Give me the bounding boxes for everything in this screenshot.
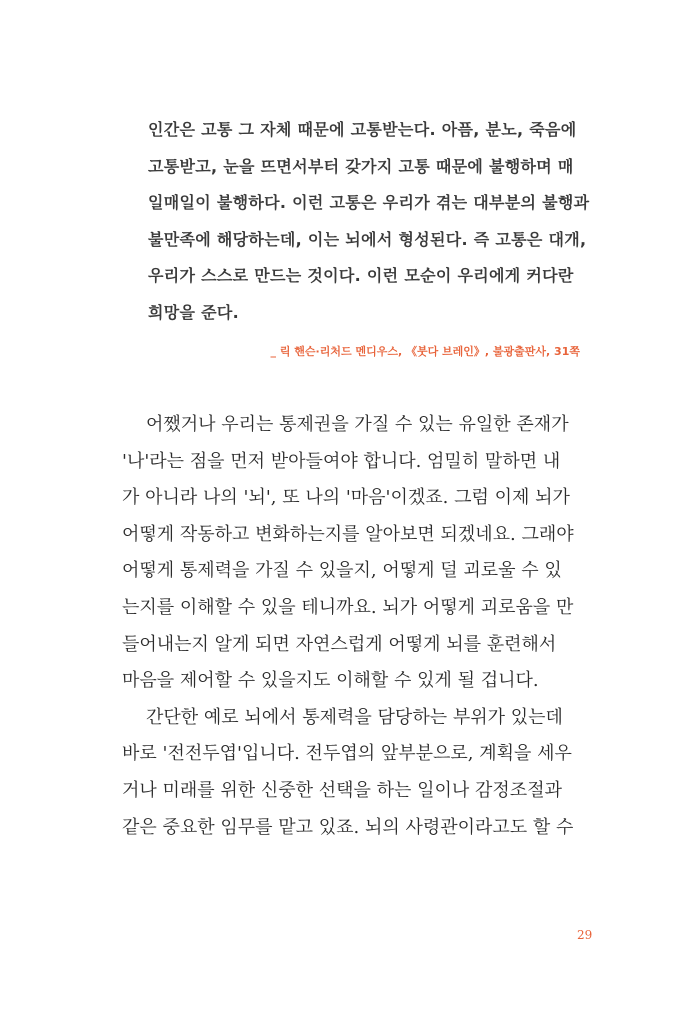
quote-line: 일매일이 불행하다. 이런 고통은 우리가 겪는 대부분의 불행과 xyxy=(148,193,590,212)
body-line: 바로 '전전두엽'입니다. 전두엽의 앞부분으로, 계획을 세우 xyxy=(122,743,572,765)
quote-citation: _ 릭 핸슨·리처드 멘디우스, 《붓다 브레인》, 불광출판사, 31쪽 xyxy=(270,345,580,358)
body-line: 들어내는지 알게 되면 자연스럽게 어떻게 뇌를 훈련해서 xyxy=(122,633,557,655)
body-line: 어떻게 통제력을 가질 수 있을지, 어떻게 덜 괴로울 수 있 xyxy=(122,560,562,582)
quote-line: 희망을 준다. xyxy=(148,302,240,322)
body-line: 같은 중요한 임무를 맡고 있죠. 뇌의 사령관이라고도 할 수 xyxy=(122,816,574,838)
body-line: '나'라는 점을 먼저 받아들여야 합니다. 엄밀히 말하면 내 xyxy=(122,450,561,472)
body-line: 가 아니라 나의 '뇌', 또 나의 '마음'이겠죠. 그럼 이제 뇌가 xyxy=(122,487,570,509)
body-text xyxy=(122,407,592,846)
body-line: 마음을 제어할 수 있을지도 이해할 수 있게 될 겁니다. xyxy=(122,670,539,692)
epigraph-quote xyxy=(148,112,590,331)
page-number: 29 xyxy=(577,928,593,942)
quote-line: 불만족에 해당하는데, 이는 뇌에서 형성된다. 즉 고통은 대개, xyxy=(148,229,587,249)
quote-line: 인간은 고통 그 자체 때문에 고통받는다. 아픔, 분노, 죽음에 xyxy=(148,120,577,139)
quote-line: 우리가 스스로 만드는 것이다. 이런 모순이 우리에게 커다란 xyxy=(148,266,574,285)
body-line: 어떻게 작동하고 변화하는지를 알아보면 되겠네요. 그래야 xyxy=(122,523,574,545)
body-line: 간단한 예로 뇌에서 통제력을 담당하는 부위가 있는데 xyxy=(146,706,563,728)
body-line: 거나 미래를 위한 신중한 선택을 하는 일이나 감정조절과 xyxy=(122,779,562,801)
body-line: 어쨌거나 우리는 통제권을 가질 수 있는 유일한 존재가 xyxy=(146,414,569,435)
body-line: 는지를 이해할 수 있을 테니까요. 뇌가 어떻게 괴로움을 만 xyxy=(122,596,574,618)
quote-line: 고통받고, 눈을 뜨면서부터 갖가지 고통 때문에 불행하며 매 xyxy=(148,156,574,176)
